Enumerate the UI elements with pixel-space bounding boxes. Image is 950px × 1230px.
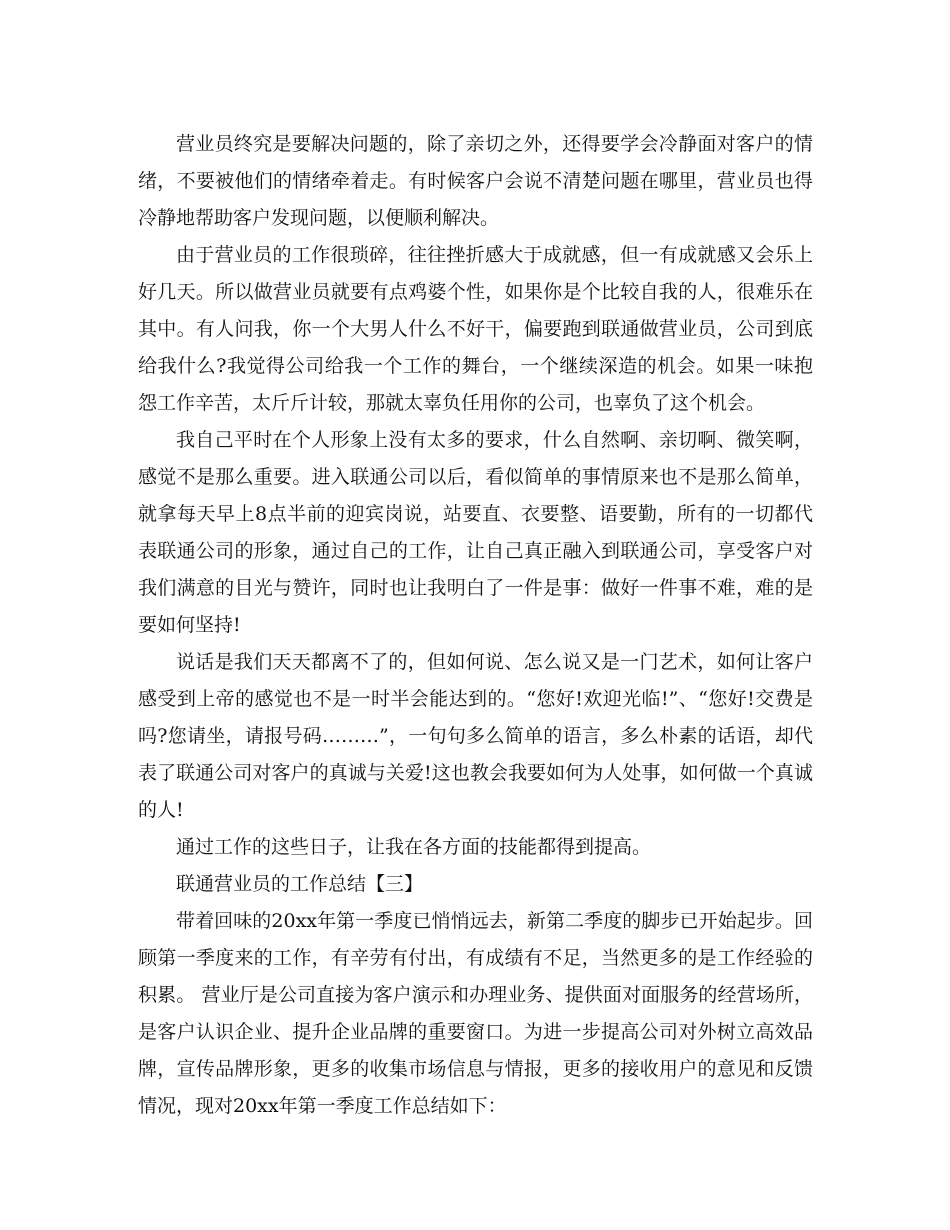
paragraph-6: 带着回味的20xx年第一季度已悄悄远去，新第二季度的脚步已开始起步。回顾第一季度来的工作，有辛劳有付出，有成绩有不足，当然更多的是工作经验的积累。 营业厅是公司直接为客户演示和办理业务、提供面对面服务的经营场所，是客户认识企业、提升企业品牌的重要窗口。为进一步提高公司对外树立高效品牌，宣传品牌形象，更多的收集市场信息与情报，更多的接收用户的意见和反馈情况，现对20xx年第一季度工作总结如下： [138,910,813,1117]
document-body [138,126,813,1125]
paragraph-1: 营业员终究是要解决问题的，除了亲切之外，还得要学会冷静面对客户的情绪，不要被他们的情绪牵着走。有时候客户会说不清楚问题在哪里，营业员也得冷静地帮助客户发现问题，以便顺利解决。 [138,133,813,229]
paragraph-4: 说话是我们天天都离不了的，但如何说、怎么说又是一门艺术，如何让客户感受到上帝的感觉也不是一时半会能达到的。“您好!欢迎光临!”、“您好!交费是吗?您请坐，请报号码………”，一句句多么简单的语言，多么朴素的话语，却代表了联通公司对客户的真诚与关爱!这也教会我要如何为人处事，如何做一个真诚的人! [138,651,813,821]
paragraph-5: 通过工作的这些日子，让我在各方面的技能都得到提高。 [176,836,652,858]
paragraph-2: 由于营业员的工作很琐碎，往往挫折感大于成就感，但一有成就感又会乐上好几天。所以做营业员就要有点鸡婆个性，如果你是个比较自我的人，很难乐在其中。有人问我，你一个大男人什么不好干，偏要跑到联通做营业员，公司到底给我什么?我觉得公司给我一个工作的舞台，一个继续深造的机会。如果一味抱怨工作辛苦，太斤斤计较，那就太辜负任用你的公司，也辜负了这个机会。 [138,244,813,414]
paragraph-3: 我自己平时在个人形象上没有太多的要求，什么自然啊、亲切啊、微笑啊，感觉不是那么重要。进入联通公司以后，看似简单的事情原来也不是那么简单，就拿每天早上8点半前的迎宾岗说，站要直、衣要整、语要勤，所有的一切都代表联通公司的形象，通过自己的工作，让自己真正融入到联通公司，享受客户对我们满意的目光与赞许，同时也让我明白了一件是事：做好一件事不难，难的是要如何坚持! [138,429,813,636]
section-heading: 联通营业员的工作总结【三】 [176,873,424,895]
